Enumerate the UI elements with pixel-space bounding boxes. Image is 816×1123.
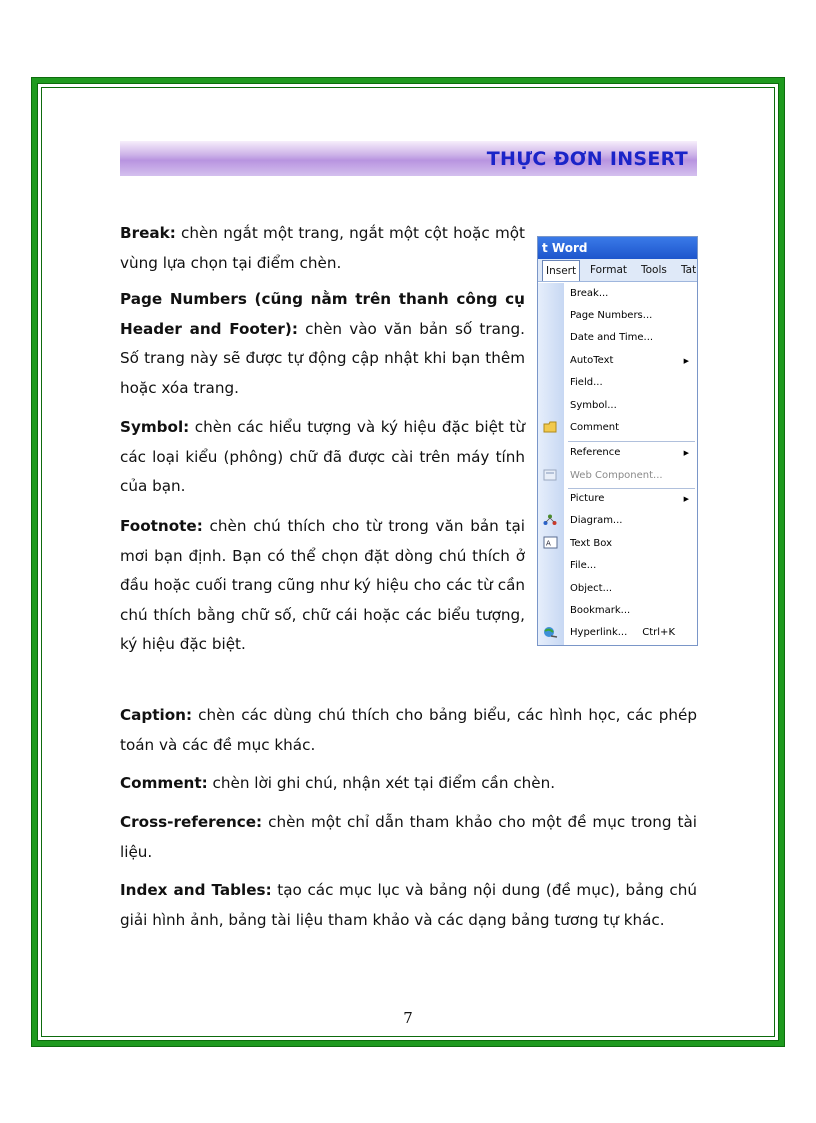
desc-cross-reference: chèn một chỉ dẫn tham khảo cho một đề mục trong tài liệu.	[120, 813, 697, 861]
menu-tools[interactable]: Tools	[641, 264, 667, 276]
paragraph-page-numbers	[120, 285, 525, 403]
submenu-arrow-icon: ▶	[683, 449, 689, 457]
menu-format[interactable]: Format	[590, 264, 628, 276]
term-page-numbers: Page Numbers (cũng nằm trên thanh công cụ Header and Footer):	[120, 290, 525, 338]
section-title: THỰC ĐƠN INSERT	[486, 148, 688, 170]
paragraph-footnote	[120, 512, 525, 660]
desc-break: chèn ngắt một trang, ngắt một cột hoặc một vùng lựa chọn tại điểm chèn.	[120, 224, 525, 272]
insert-menu-screenshot	[537, 236, 698, 646]
menu-item-diagram[interactable]: Diagram...	[570, 515, 623, 526]
hyperlink-shortcut: Ctrl+K	[642, 627, 675, 638]
paragraph-break	[120, 219, 525, 278]
window-title: t Word	[538, 237, 697, 259]
menu-item-hyperlink[interactable]	[570, 623, 693, 643]
term-comment: Comment:	[120, 774, 208, 792]
menu-item-hyperlink-label: Hyperlink...	[570, 627, 628, 638]
menu-item-field[interactable]: Field...	[570, 377, 603, 388]
menu-item-reference[interactable]	[570, 443, 693, 463]
menu-item-bookmark[interactable]: Bookmark...	[570, 605, 631, 616]
submenu-arrow-icon: ▶	[683, 495, 689, 503]
term-index-tables: Index and Tables:	[120, 881, 272, 899]
desc-index-tables: tạo các mục lục và bảng nội dung (đề mục), bảng chú giải hình ảnh, bảng tài liệu tham khảo và các dạng bảng tương tự khác.	[120, 881, 697, 929]
desc-symbol: chèn các hiểu tượng và ký hiệu đặc biệt từ các loại kiểu (phông) chữ đã được cài trên máy tính của bạn.	[120, 418, 525, 495]
insert-menu-dropdown	[538, 283, 697, 645]
term-break: Break:	[120, 224, 176, 242]
menu-item-reference-label: Reference	[570, 447, 621, 458]
menu-table[interactable]: Tat	[681, 264, 697, 276]
menu-item-object[interactable]: Object...	[570, 583, 613, 594]
menu-item-autotext-label: AutoText	[570, 355, 614, 366]
menu-bar	[538, 259, 697, 282]
menu-item-date-time[interactable]: Date and Time...	[570, 332, 654, 343]
desc-comment: chèn lời ghi chú, nhận xét tại điểm cần chèn.	[207, 774, 556, 792]
term-footnote: Footnote:	[120, 517, 203, 535]
menu-item-text-box[interactable]: Text Box	[570, 538, 612, 549]
desc-page-numbers: chèn vào văn bản số trang. Số trang này sẽ được tự động cập nhật khi bạn thêm hoặc xóa trang.	[120, 319, 525, 397]
menu-item-comment[interactable]: Comment	[570, 422, 619, 433]
menu-item-autotext[interactable]	[570, 351, 693, 371]
page-number: 7	[403, 1009, 413, 1027]
menu-item-picture[interactable]	[570, 489, 693, 509]
paragraph-caption	[120, 701, 697, 760]
menu-item-web-component: Web Component...	[570, 470, 663, 481]
paragraph-comment	[120, 769, 697, 799]
diagram-icon	[543, 514, 558, 527]
section-title-band	[120, 141, 697, 176]
svg-text:A: A	[546, 539, 551, 548]
hyperlink-icon	[543, 626, 558, 639]
menu-item-file[interactable]: File...	[570, 560, 597, 571]
menu-item-break[interactable]: Break...	[570, 288, 609, 299]
text-box-icon	[543, 536, 558, 549]
term-cross-reference: Cross-reference:	[120, 813, 263, 831]
menu-item-symbol[interactable]: Symbol...	[570, 400, 617, 411]
menu-item-page-numbers[interactable]: Page Numbers...	[570, 310, 653, 321]
paragraph-index-tables	[120, 876, 697, 935]
comment-icon	[543, 421, 558, 434]
menu-separator	[568, 441, 695, 442]
desc-caption: chèn các dùng chú thích cho bảng biểu, các hình học, các phép toán và các đề mục khác.	[120, 706, 697, 754]
paragraph-cross-reference	[120, 808, 697, 867]
menu-item-picture-label: Picture	[570, 493, 605, 504]
term-caption: Caption:	[120, 706, 193, 724]
menu-icon-strip	[538, 283, 564, 645]
submenu-arrow-icon: ▶	[683, 357, 689, 365]
term-symbol: Symbol:	[120, 418, 190, 436]
desc-footnote: chèn chú thích cho từ trong văn bản tại mơi bạn định. Bạn có thể chọn đặt dòng chú thích ở đầu hoặc cuối trang cũng như ký hiệu cho các từ cần chú thích bằng chữ số, chữ cái hoặc các biểu tượng, ký hiệu đặc biệt.	[120, 517, 525, 653]
web-component-icon	[543, 469, 558, 482]
paragraph-symbol	[120, 413, 525, 502]
menu-insert[interactable]: Insert	[542, 260, 580, 281]
